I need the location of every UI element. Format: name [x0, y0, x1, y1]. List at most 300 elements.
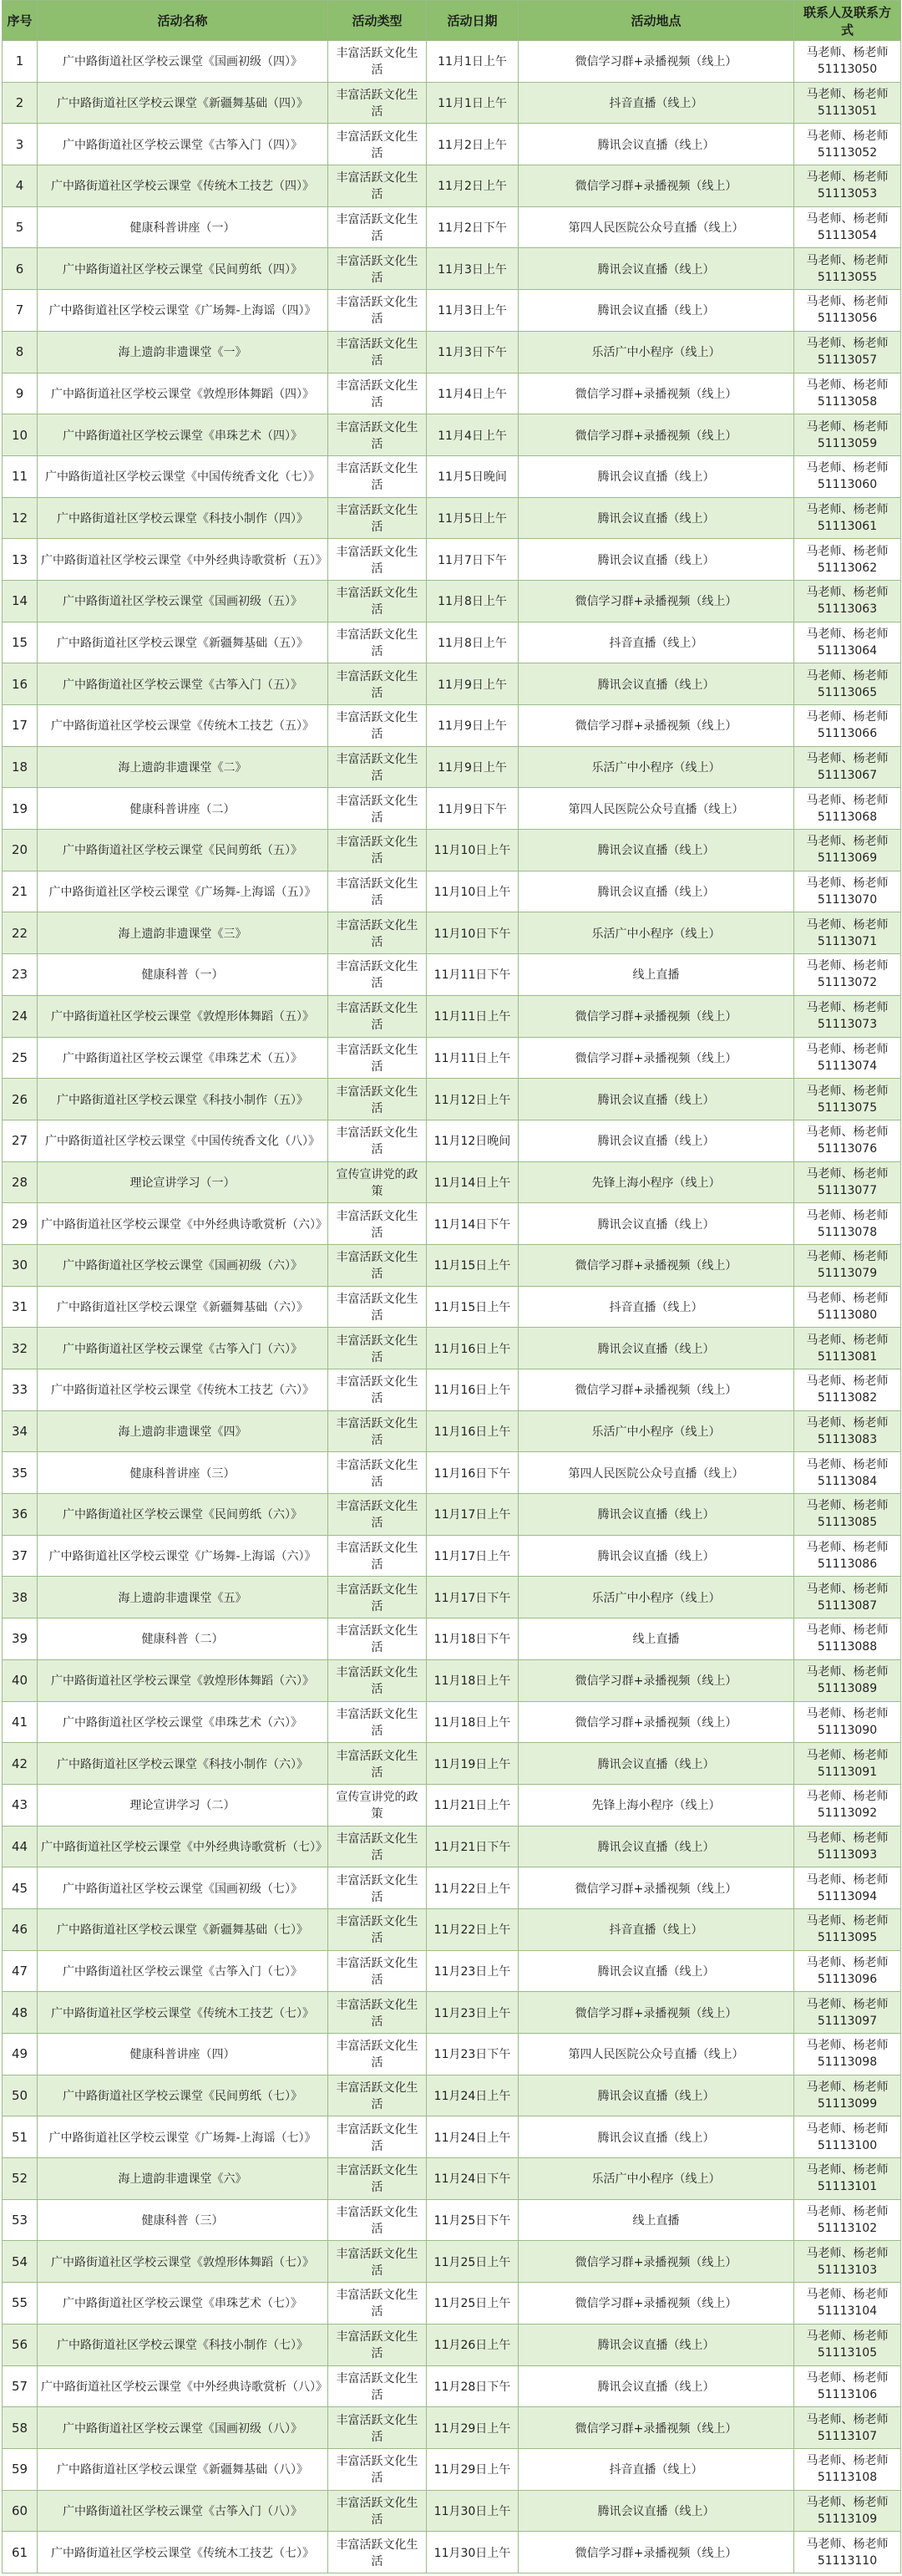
- contact-names: 马老师、杨老师: [806, 876, 889, 891]
- contact-cell: [794, 248, 901, 290]
- contact-phone: 51113058: [817, 394, 878, 409]
- table-row: [3, 248, 901, 290]
- contact-phone: 51113065: [817, 685, 878, 699]
- contact-names: 马老师、杨老师: [806, 2412, 889, 2426]
- contact-names: 马老师、杨老师: [806, 1125, 889, 1140]
- activity-type-cell: 丰富活跃文化生活: [328, 497, 427, 539]
- activity-date-cell: 11月9日上午: [427, 705, 519, 747]
- contact-phone: 51113055: [817, 270, 878, 284]
- contact-phone: 51113107: [817, 2429, 878, 2443]
- table-row: [3, 1203, 901, 1245]
- activity-date-cell: 11月9日下午: [427, 788, 519, 830]
- activity-type-cell: 丰富活跃文化生活: [328, 2199, 427, 2241]
- contact-names: 马老师、杨老师: [806, 2370, 889, 2385]
- activity-place-cell: 第四人民医院公众号直播（线上）: [519, 1452, 794, 1494]
- activity-place-cell: 腾讯会议直播（线上）: [519, 2324, 794, 2365]
- contact-cell: [794, 1826, 901, 1867]
- seq-cell: 37: [3, 1535, 38, 1577]
- activity-date-cell: 11月30日上午: [427, 2490, 519, 2532]
- contact-names: 马老师、杨老师: [806, 88, 889, 102]
- contact-names: 马老师、杨老师: [806, 959, 889, 973]
- contact-phone: 51113063: [817, 602, 878, 617]
- contact-names: 马老师、杨老师: [806, 793, 889, 807]
- activity-name-cell: 广中路街道社区学校云课堂《传统木工技艺（六）》: [38, 1369, 328, 1411]
- activity-place-cell: 乐活广中小程序（线上）: [519, 1577, 794, 1618]
- activity-name-cell: 广中路街道社区学校云课堂《国画初级（八）》: [38, 2407, 328, 2449]
- contact-cell: [794, 2034, 901, 2076]
- table-row: [3, 1286, 901, 1328]
- activity-type-cell: 丰富活跃文化生活: [328, 373, 427, 414]
- activity-type-cell: 丰富活跃文化生活: [328, 539, 427, 581]
- contact-phone: 51113095: [817, 1931, 878, 1945]
- activity-date-cell: 11月4日上午: [427, 414, 519, 456]
- table-row: [3, 1743, 901, 1785]
- activity-type-cell: 丰富活跃文化生活: [328, 954, 427, 996]
- table-row: [3, 1908, 901, 1950]
- seq-cell: 46: [3, 1908, 38, 1950]
- header-place: 活动地点: [519, 1, 794, 41]
- activity-date-cell: 11月16日下午: [427, 1452, 519, 1494]
- activity-name-cell: 广中路街道社区学校云课堂《新疆舞基础（六）》: [38, 1286, 328, 1328]
- table-row: [3, 705, 901, 747]
- contact-names: 马老师、杨老师: [806, 1250, 889, 1264]
- activity-type-cell: 丰富活跃文化生活: [328, 41, 427, 83]
- activity-type-cell: 丰富活跃文化生活: [328, 788, 427, 830]
- activity-date-cell: 11月22日上午: [427, 1908, 519, 1950]
- seq-cell: 57: [3, 2365, 38, 2407]
- activity-date-cell: 11月11日上午: [427, 1037, 519, 1079]
- table-row: [3, 1161, 901, 1203]
- contact-cell: [794, 2407, 901, 2449]
- activity-type-cell: 丰富活跃文化生活: [328, 1369, 427, 1411]
- activity-date-cell: 11月2日下午: [427, 206, 519, 248]
- activity-type-cell: 丰富活跃文化生活: [328, 206, 427, 248]
- activity-name-cell: 广中路街道社区学校云课堂《新疆舞基础（七）》: [38, 1908, 328, 1950]
- contact-phone: 51113078: [817, 1225, 878, 1239]
- contact-names: 马老师、杨老师: [806, 419, 889, 434]
- seq-cell: 61: [3, 2532, 38, 2573]
- contact-cell: [794, 2490, 901, 2532]
- activity-date-cell: 11月23日上午: [427, 1992, 519, 2034]
- activity-type-cell: 宣传宣讲党的政策: [328, 1784, 427, 1826]
- activity-place-cell: 抖音直播（线上）: [519, 1908, 794, 1950]
- contact-names: 马老师、杨老师: [806, 1541, 889, 1555]
- activity-type-cell: 丰富活跃文化生活: [328, 290, 427, 332]
- seq-cell: 48: [3, 1992, 38, 2034]
- activity-place-cell: 微信学习群+录播视频（线上）: [519, 1037, 794, 1079]
- activity-name-cell: 海上遗韵非遗课堂《二》: [38, 746, 328, 788]
- activity-type-cell: 丰富活跃文化生活: [328, 2532, 427, 2573]
- activity-date-cell: 11月14日上午: [427, 1161, 519, 1203]
- activity-name-cell: 广中路街道社区学校云课堂《中外经典诗歌赏析（七）》: [38, 1826, 328, 1867]
- table-row: [3, 1452, 901, 1494]
- activity-place-cell: 微信学习群+录播视频（线上）: [519, 1244, 794, 1286]
- contact-phone: 51113105: [817, 2346, 878, 2360]
- contact-cell: [794, 2365, 901, 2407]
- activity-date-cell: 11月8日上午: [427, 622, 519, 663]
- contact-names: 马老师、杨老师: [806, 2288, 889, 2302]
- contact-cell: [794, 912, 901, 954]
- activity-name-cell: 广中路街道社区学校云课堂《民间剪纸（四）》: [38, 248, 328, 290]
- seq-cell: 51: [3, 2116, 38, 2158]
- activity-type-cell: 丰富活跃文化生活: [328, 995, 427, 1037]
- contact-cell: [794, 2532, 901, 2573]
- activity-date-cell: 11月18日下午: [427, 1618, 519, 1660]
- table-row: [3, 622, 901, 663]
- activity-place-cell: 第四人民医院公众号直播（线上）: [519, 2034, 794, 2076]
- seq-cell: 29: [3, 1203, 38, 1245]
- seq-cell: 39: [3, 1618, 38, 1660]
- contact-phone: 51113068: [817, 810, 878, 824]
- contact-phone: 51113099: [817, 2097, 878, 2111]
- header-contact: 联系人及联系方式: [794, 1, 901, 41]
- contact-names: 马老师、杨老师: [806, 1955, 889, 1969]
- table-row: [3, 912, 901, 954]
- activity-type-cell: 丰富活跃文化生活: [328, 2448, 427, 2490]
- seq-cell: 54: [3, 2241, 38, 2283]
- contact-cell: [794, 1494, 901, 1536]
- contact-names: 马老师、杨老师: [806, 1416, 889, 1430]
- activity-place-cell: 腾讯会议直播（线上）: [519, 2116, 794, 2158]
- seq-cell: 10: [3, 414, 38, 456]
- contact-names: 马老师、杨老师: [806, 2039, 889, 2053]
- table-row: [3, 373, 901, 414]
- activity-name-cell: 广中路街道社区学校云课堂《传统木工技艺（五）》: [38, 705, 328, 747]
- activity-date-cell: 11月10日下午: [427, 912, 519, 954]
- activity-place-cell: 腾讯会议直播（线上）: [519, 1743, 794, 1785]
- contact-cell: [794, 746, 901, 788]
- contact-cell: [794, 1867, 901, 1909]
- activity-name-cell: 健康科普讲座（四）: [38, 2034, 328, 2076]
- table-row: [3, 1535, 901, 1577]
- contact-cell: [794, 206, 901, 248]
- table-row: [3, 1494, 901, 1536]
- contact-names: 马老师、杨老师: [806, 1914, 889, 1928]
- contact-names: 马老师、杨老师: [806, 2081, 889, 2095]
- activity-name-cell: 广中路街道社区学校云课堂《敦煌形体舞蹈（四）》: [38, 373, 328, 414]
- table-row: [3, 2448, 901, 2490]
- table-row: [3, 2407, 901, 2449]
- contact-cell: [794, 2158, 901, 2200]
- seq-cell: 9: [3, 373, 38, 414]
- activity-place-cell: 第四人民医院公众号直播（线上）: [519, 788, 794, 830]
- activity-type-cell: 丰富活跃文化生活: [328, 414, 427, 456]
- activity-place-cell: 微信学习群+录播视频（线上）: [519, 414, 794, 456]
- seq-cell: 53: [3, 2199, 38, 2241]
- activity-type-cell: 宣传宣讲党的政策: [328, 1161, 427, 1203]
- activity-date-cell: 11月18日上午: [427, 1659, 519, 1701]
- activity-place-cell: 微信学习群+录播视频（线上）: [519, 1369, 794, 1411]
- activity-name-cell: 广中路街道社区学校云课堂《新疆舞基础（四）》: [38, 82, 328, 124]
- contact-names: 马老师、杨老师: [806, 1042, 889, 1056]
- activity-date-cell: 11月10日上午: [427, 830, 519, 871]
- contact-cell: [794, 2075, 901, 2116]
- activity-place-cell: 微信学习群+录播视频（线上）: [519, 1867, 794, 1909]
- activity-date-cell: 11月30日上午: [427, 2532, 519, 2573]
- contact-names: 马老师、杨老师: [806, 1665, 889, 1679]
- activity-name-cell: 广中路街道社区学校云课堂《国画初级（六）》: [38, 1244, 328, 1286]
- activity-name-cell: 广中路街道社区学校云课堂《广场舞-上海谣（四）》: [38, 290, 328, 332]
- contact-phone: 51113110: [817, 2553, 878, 2568]
- contact-phone: 51113086: [817, 1557, 878, 1572]
- activity-place-cell: 微信学习群+录播视频（线上）: [519, 1659, 794, 1701]
- contact-phone: 51113104: [817, 2304, 878, 2319]
- contact-cell: [794, 2324, 901, 2365]
- table-row: [3, 1992, 901, 2034]
- activity-place-cell: 乐活广中小程序（线上）: [519, 2158, 794, 2200]
- contact-cell: [794, 1784, 901, 1826]
- contact-phone: 51113066: [817, 727, 878, 741]
- contact-phone: 51113054: [817, 229, 878, 243]
- table-row: [3, 124, 901, 165]
- contact-phone: 51113106: [817, 2387, 878, 2401]
- contact-names: 马老师、杨老师: [806, 2205, 889, 2219]
- contact-phone: 51113100: [817, 2138, 878, 2152]
- header-seq: 序号: [3, 1, 38, 41]
- contact-cell: [794, 124, 901, 165]
- activity-name-cell: 理论宣讲学习（二）: [38, 1784, 328, 1826]
- seq-cell: 45: [3, 1867, 38, 1909]
- activity-date-cell: 11月8日上午: [427, 580, 519, 622]
- contact-cell: [794, 2199, 901, 2241]
- activity-name-cell: 广中路街道社区学校云课堂《国画初级（七）》: [38, 1867, 328, 1909]
- activity-type-cell: 丰富活跃文化生活: [328, 912, 427, 954]
- activity-place-cell: 第四人民医院公众号直播（线上）: [519, 206, 794, 248]
- activity-place-cell: 腾讯会议直播（线上）: [519, 871, 794, 912]
- seq-cell: 14: [3, 580, 38, 622]
- table-row: [3, 580, 901, 622]
- activity-place-cell: 抖音直播（线上）: [519, 2448, 794, 2490]
- seq-cell: 5: [3, 206, 38, 248]
- contact-names: 马老师、杨老师: [806, 627, 889, 641]
- contact-names: 马老师、杨老师: [806, 2454, 889, 2468]
- table-row: [3, 1867, 901, 1909]
- activity-type-cell: 丰富活跃文化生活: [328, 1618, 427, 1660]
- contact-phone: 51113080: [817, 1308, 878, 1322]
- contact-phone: 51113097: [817, 2014, 878, 2028]
- contact-phone: 51113059: [817, 436, 878, 450]
- contact-names: 马老师、杨老师: [806, 668, 889, 683]
- seq-cell: 52: [3, 2158, 38, 2200]
- table-row: [3, 455, 901, 497]
- contact-names: 马老师、杨老师: [806, 1166, 889, 1181]
- activity-place-cell: 微信学习群+录播视频（线上）: [519, 1701, 794, 1743]
- contact-cell: [794, 1369, 901, 1411]
- contact-names: 马老师、杨老师: [806, 1499, 889, 1513]
- activity-name-cell: 广中路街道社区学校云课堂《古筝入门（七）》: [38, 1950, 328, 1992]
- contact-phone: 51113064: [817, 643, 878, 658]
- table-row: [3, 41, 901, 83]
- contact-cell: [794, 622, 901, 663]
- contact-names: 马老师、杨老师: [806, 1997, 889, 2011]
- activity-name-cell: 广中路街道社区学校云课堂《新疆舞基础（五）》: [38, 622, 328, 663]
- activity-date-cell: 11月3日下午: [427, 331, 519, 373]
- contact-cell: [794, 1908, 901, 1950]
- contact-phone: 51113079: [817, 1267, 878, 1281]
- contact-phone: 51113072: [817, 976, 878, 990]
- activity-place-cell: 先锋上海小程序（线上）: [519, 1161, 794, 1203]
- activity-name-cell: 广中路街道社区学校云课堂《古筝入门（八）》: [38, 2490, 328, 2532]
- activity-name-cell: 广中路街道社区学校云课堂《敦煌形体舞蹈（七）》: [38, 2241, 328, 2283]
- contact-phone: 51113093: [817, 1847, 878, 1862]
- contact-names: 马老师、杨老师: [806, 461, 889, 475]
- contact-names: 马老师、杨老师: [806, 1706, 889, 1720]
- activity-type-cell: 丰富活跃文化生活: [328, 1452, 427, 1494]
- activity-date-cell: 11月24日上午: [427, 2075, 519, 2116]
- activity-place-cell: 微信学习群+录播视频（线上）: [519, 373, 794, 414]
- seq-cell: 27: [3, 1120, 38, 1161]
- activity-place-cell: 乐活广中小程序（线上）: [519, 912, 794, 954]
- table-row: [3, 1701, 901, 1743]
- seq-cell: 17: [3, 705, 38, 747]
- activity-name-cell: 广中路街道社区学校云课堂《民间剪纸（七）》: [38, 2075, 328, 2116]
- activity-place-cell: 线上直播: [519, 1618, 794, 1660]
- table-row: [3, 1244, 901, 1286]
- activity-name-cell: 广中路街道社区学校云课堂《新疆舞基础（八）》: [38, 2448, 328, 2490]
- contact-cell: [794, 414, 901, 456]
- contact-cell: [794, 539, 901, 581]
- activity-name-cell: 广中路街道社区学校云课堂《传统木工技艺（四）》: [38, 165, 328, 207]
- seq-cell: 59: [3, 2448, 38, 2490]
- activity-date-cell: 11月7日下午: [427, 539, 519, 581]
- activity-date-cell: 11月5日晚间: [427, 455, 519, 497]
- contact-phone: 51113053: [817, 187, 878, 201]
- activity-type-cell: 丰富活跃文化生活: [328, 830, 427, 871]
- activity-date-cell: 11月5日上午: [427, 497, 519, 539]
- activity-type-cell: 丰富活跃文化生活: [328, 1286, 427, 1328]
- seq-cell: 58: [3, 2407, 38, 2449]
- contact-cell: [794, 1203, 901, 1245]
- activity-schedule-table: [2, 0, 901, 2573]
- activity-place-cell: 腾讯会议直播（线上）: [519, 663, 794, 705]
- activity-place-cell: 微信学习群+录播视频（线上）: [519, 2283, 794, 2324]
- activity-date-cell: 11月29日上午: [427, 2448, 519, 2490]
- activity-type-cell: 丰富活跃文化生活: [328, 622, 427, 663]
- seq-cell: 44: [3, 1826, 38, 1867]
- activity-type-cell: 丰富活跃文化生活: [328, 1867, 427, 1909]
- activity-date-cell: 11月14日下午: [427, 1203, 519, 1245]
- activity-type-cell: 丰富活跃文化生活: [328, 2283, 427, 2324]
- activity-type-cell: 丰富活跃文化生活: [328, 1120, 427, 1161]
- contact-phone: 51113073: [817, 1018, 878, 1032]
- activity-type-cell: 丰富活跃文化生活: [328, 1535, 427, 1577]
- table-row: [3, 954, 901, 996]
- activity-date-cell: 11月2日上午: [427, 165, 519, 207]
- activity-name-cell: 广中路街道社区学校云课堂《科技小制作（七）》: [38, 2324, 328, 2365]
- activity-type-cell: 丰富活跃文化生活: [328, 1494, 427, 1536]
- contact-phone: 51113056: [817, 312, 878, 326]
- table-row: [3, 663, 901, 705]
- table-row: [3, 2532, 901, 2573]
- contact-cell: [794, 82, 901, 124]
- contact-cell: [794, 1535, 901, 1577]
- seq-cell: 34: [3, 1410, 38, 1452]
- contact-phone: 51113088: [817, 1640, 878, 1654]
- contact-cell: [794, 497, 901, 539]
- contact-phone: 51113070: [817, 893, 878, 907]
- seq-cell: 31: [3, 1286, 38, 1328]
- contact-cell: [794, 788, 901, 830]
- contact-names: 马老师、杨老师: [806, 2121, 889, 2136]
- contact-phone: 51113101: [817, 2180, 878, 2194]
- table-row: [3, 995, 901, 1037]
- activity-name-cell: 广中路街道社区学校云课堂《串珠艺术（六）》: [38, 1701, 328, 1743]
- contact-names: 马老师、杨老师: [806, 2163, 889, 2177]
- contact-names: 马老师、杨老师: [806, 710, 889, 724]
- contact-phone: 51113050: [817, 63, 878, 77]
- activity-place-cell: 腾讯会议直播（线上）: [519, 1535, 794, 1577]
- activity-date-cell: 11月21日下午: [427, 1826, 519, 1867]
- seq-cell: 8: [3, 331, 38, 373]
- activity-type-cell: 丰富活跃文化生活: [328, 331, 427, 373]
- activity-name-cell: 广中路街道社区学校云课堂《广场舞-上海谣（五）》: [38, 871, 328, 912]
- activity-name-cell: 健康科普讲座（一）: [38, 206, 328, 248]
- activity-type-cell: 丰富活跃文化生活: [328, 1659, 427, 1701]
- activity-place-cell: 腾讯会议直播（线上）: [519, 539, 794, 581]
- activity-date-cell: 11月24日下午: [427, 2158, 519, 2200]
- seq-cell: 38: [3, 1577, 38, 1618]
- activity-date-cell: 11月23日下午: [427, 2034, 519, 2076]
- contact-phone: 51113108: [817, 2471, 878, 2485]
- contact-names: 马老师、杨老师: [806, 1457, 889, 1471]
- activity-name-cell: 海上遗韵非遗课堂《一》: [38, 331, 328, 373]
- activity-date-cell: 11月18日上午: [427, 1701, 519, 1743]
- contact-names: 马老师、杨老师: [806, 835, 889, 849]
- activity-place-cell: 微信学习群+录播视频（线上）: [519, 995, 794, 1037]
- seq-cell: 41: [3, 1701, 38, 1743]
- contact-phone: 51113077: [817, 1183, 878, 1197]
- contact-names: 马老师、杨老师: [806, 752, 889, 766]
- table-row: [3, 331, 901, 373]
- activity-place-cell: 微信学习群+录播视频（线上）: [519, 580, 794, 622]
- activity-name-cell: 广中路街道社区学校云课堂《科技小制作（六）》: [38, 1743, 328, 1785]
- seq-cell: 12: [3, 497, 38, 539]
- seq-cell: 4: [3, 165, 38, 207]
- seq-cell: 40: [3, 1659, 38, 1701]
- activity-type-cell: 丰富活跃文化生活: [328, 1410, 427, 1452]
- contact-cell: [794, 1659, 901, 1701]
- contact-cell: [794, 1743, 901, 1785]
- header-name: 活动名称: [38, 1, 328, 41]
- activity-place-cell: 腾讯会议直播（线上）: [519, 1494, 794, 1536]
- table-row: [3, 1369, 901, 1411]
- activity-place-cell: 乐活广中小程序（线上）: [519, 746, 794, 788]
- table-row: [3, 1826, 901, 1867]
- activity-date-cell: 11月12日上午: [427, 1079, 519, 1120]
- activity-type-cell: 丰富活跃文化生活: [328, 1244, 427, 1286]
- table-row: [3, 2324, 901, 2365]
- activity-type-cell: 丰富活跃文化生活: [328, 1203, 427, 1245]
- contact-names: 马老师、杨老师: [806, 1872, 889, 1887]
- contact-names: 马老师、杨老师: [806, 337, 889, 351]
- activity-type-cell: 丰富活跃文化生活: [328, 746, 427, 788]
- contact-names: 马老师、杨老师: [806, 378, 889, 392]
- contact-cell: [794, 2241, 901, 2283]
- contact-names: 马老师、杨老师: [806, 1374, 889, 1389]
- seq-cell: 7: [3, 290, 38, 332]
- table-row: [3, 2241, 901, 2283]
- activity-type-cell: 丰富活跃文化生活: [328, 2365, 427, 2407]
- contact-phone: 51113069: [817, 851, 878, 866]
- activity-type-cell: 丰富活跃文化生活: [328, 82, 427, 124]
- activity-name-cell: 广中路街道社区学校云课堂《古筝入门（五）》: [38, 663, 328, 705]
- table-row: [3, 539, 901, 581]
- activity-place-cell: 微信学习群+录播视频（线上）: [519, 705, 794, 747]
- activity-place-cell: 微信学习群+录播视频（线上）: [519, 1992, 794, 2034]
- activity-name-cell: 广中路街道社区学校云课堂《敦煌形体舞蹈（五）》: [38, 995, 328, 1037]
- contact-phone: 51113083: [817, 1433, 878, 1447]
- seq-cell: 26: [3, 1079, 38, 1120]
